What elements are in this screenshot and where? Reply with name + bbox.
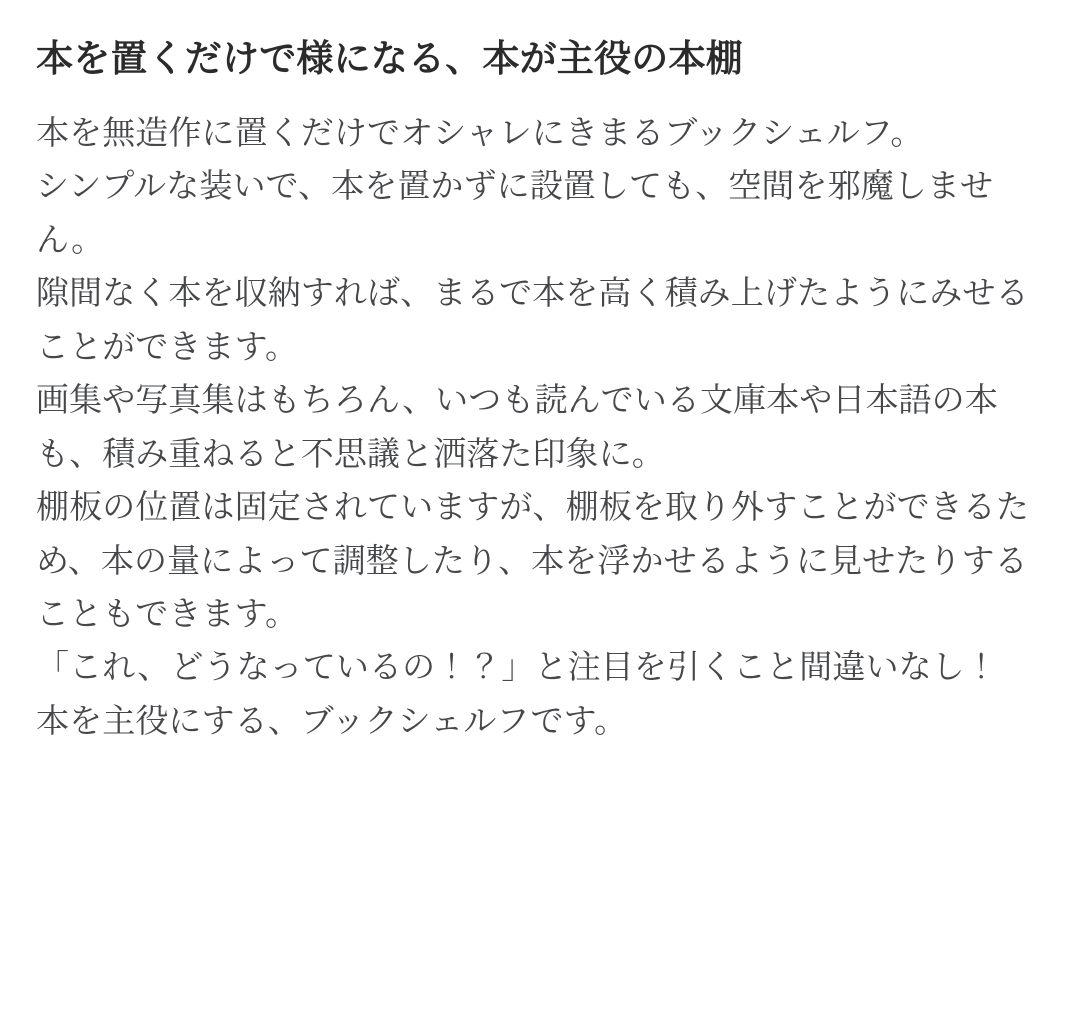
document-body (36, 106, 1044, 747)
body-paragraph: 画集や写真集はもちろん、いつも読んでいる文庫本や日本語の本も、積み重ねると不思議と洒落た印象に。 (36, 380, 998, 473)
body-paragraph: 本を主役にする、ブックシェルフです。 (36, 700, 628, 740)
page-title: 本を置くだけで様になる、本が主役の本棚 (36, 37, 743, 80)
body-paragraph: 隙間なく本を収納すれば、まるで本を高く積み上げたようにみせることができます。 (36, 273, 1029, 366)
body-paragraph: シンプルな装いで、本を置かずに設置しても、空間を邪魔しません。 (36, 166, 994, 259)
body-paragraph: 本を無造作に置くだけでオシャレにきまるブックシェルフ。 (36, 112, 924, 152)
body-paragraph: 「これ、どうなっているの！？」と注目を引くこと間違いなし！ (36, 647, 998, 687)
body-paragraph: 棚板の位置は固定されていますが、棚板を取り外すことができるため、本の量によって調整したり、本を浮かせるように見せたりすることもできます。 (36, 487, 1029, 634)
